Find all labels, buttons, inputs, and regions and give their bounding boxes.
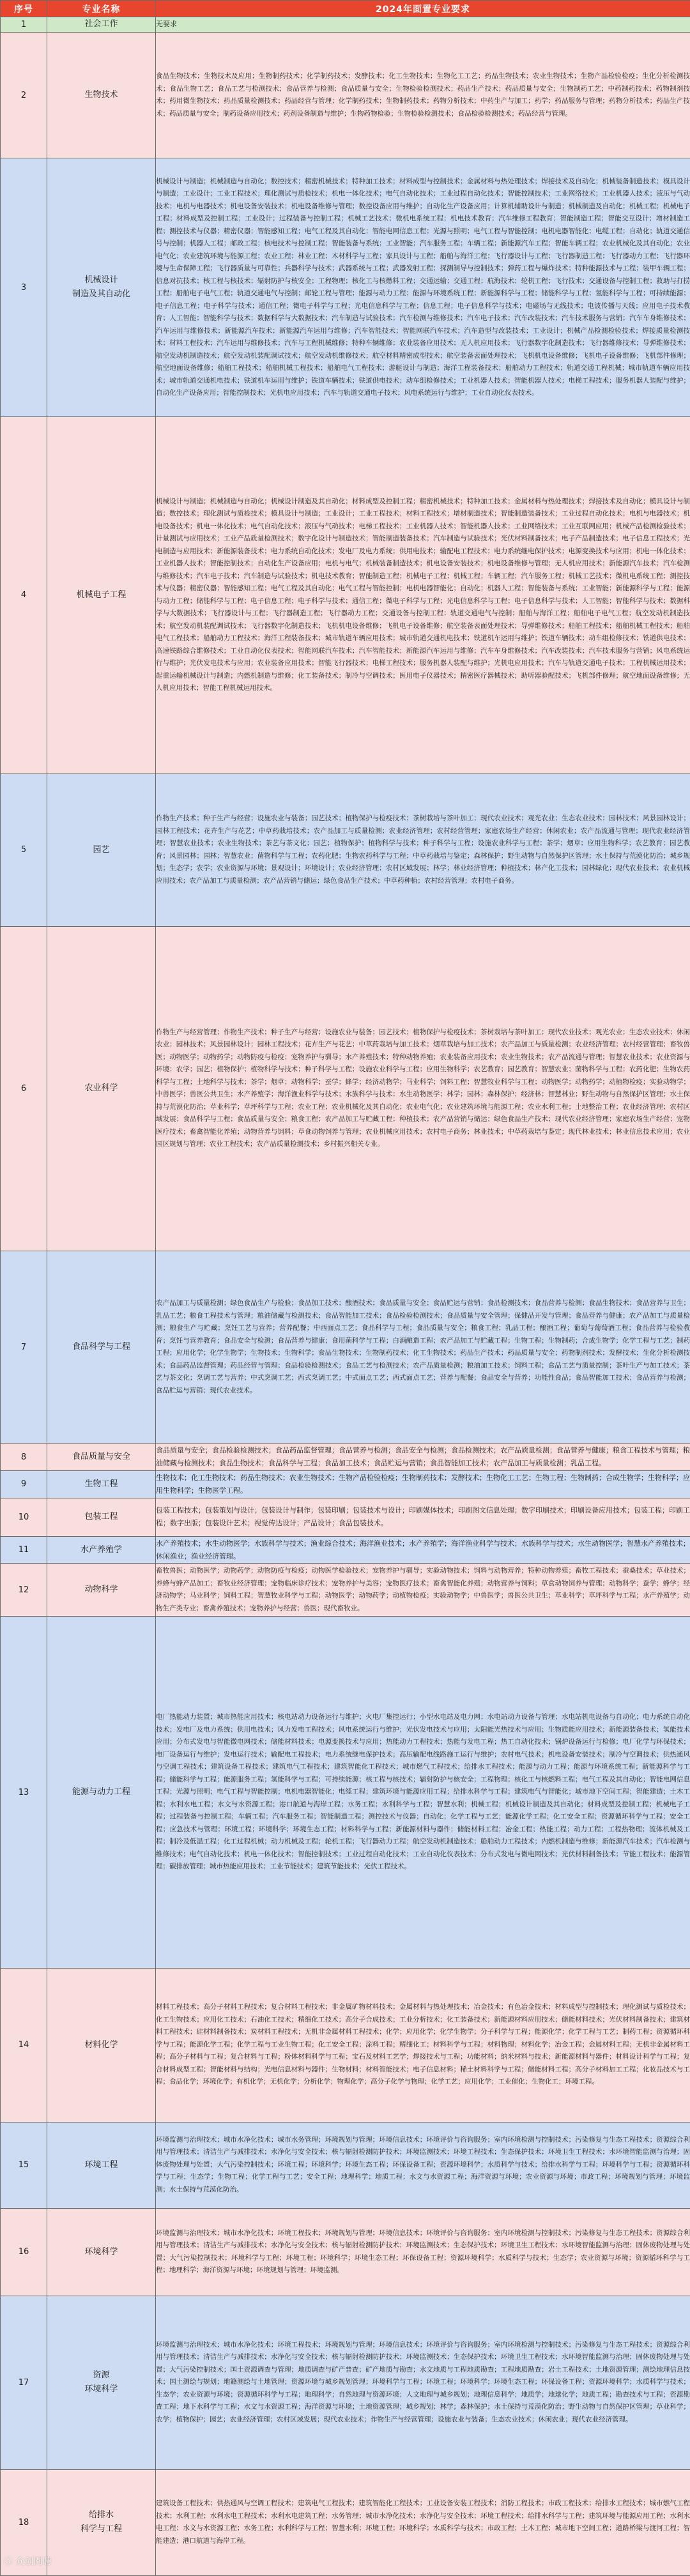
requirement-text: 环境监测与治理技术；城市水净化技术；城市水务管理；环境规划与管理；环境信息技术；环境评价与咨询服务；室内环境检测与控制技术；污染修复与生态工程技术；资源综合利用与管理技术；清洁生产与减排技术；水净化与安全技术；核与辐射检测防护技术；环境监测技术；环境工程技术；生态保护技术；环境卫生工程技术；水环境智能监测与治理；固体废物处理与处置；大气污染控制技术；环境工程；环境科学；环境生态工程；环保设备工程；资源环境科学；水质科学与技术；给排水科学与工程；环境科学与工程；资源循环科学与工程；生态学；生物工程；化学工程与工艺；安全工程；地理科学；地质工程；水文与水资源工程；海洋资源与环境；农业资源与环境；市政工程；环境规划与管理；环境监测；水土保持与荒漠化防治。 xyxy=(156,2122,690,2208)
requirement-text: 建筑设备工程技术；供热通风与空调工程技术；建筑电气工程技术；建筑智能化工程技术；工业设备安装工程技术；消防工程技术；市政工程技术；给排水工程技术；城市燃气工程技术；水利工程；水利水电工程技术；水利水电建筑工程；水务管理；城市水净化技术；水净化与安全技术；环境工程技术；给排水科学与工程；建筑环境与能源应用工程；水利水电工程；水文与水资源工程；水务工程；水利科学与工程；智慧水利；环境工程；环境科学；水质科学与技术；市政工程；土木工程；城市地下空间工程；道路桥梁与渡河工程；智能建造；港口航道与海岸工程。 xyxy=(156,2469,690,2575)
table-row xyxy=(1,2469,690,2575)
major-name: 环境科学 xyxy=(47,2208,156,2296)
row-index: 6 xyxy=(1,926,47,1251)
table-row xyxy=(1,17,690,33)
row-index: 9 xyxy=(1,1471,47,1498)
row-index: 7 xyxy=(1,1251,47,1444)
requirement-text: 畜牧兽医；动物医学；动物药学；动物防疫与检疫；动物医学检验技术；宠物养护与驯导；实验动物技术；饲料与动物营养；特种动物养殖；畜牧工程技术；蚕桑技术；草业技术；养蜂与蜂产品加工；畜牧业经济管理；宠物临床诊疗技术；宠物养护与美容；宠物医疗技术；畜禽智能化养殖；动物营养与饲料；草食动物饲养与管理；动物科学；蚕学；蜂学；经济动物学；马业科学；饲料工程；智慧牧业科学与工程；动物医学；动物药学；动植物检疫；实验动物学；中兽医学；兽医公共卫生；草业科学；草坪科学与工程；水产养殖学；动物生产类专业；畜禽养殖技术；宠物养护与经营；兽医；现代畜牧业。 xyxy=(156,1564,690,1617)
major-name: 食品科学与工程 xyxy=(47,1251,156,1444)
table-row xyxy=(1,1564,690,1617)
row-index: 13 xyxy=(1,1617,47,1968)
major-name: 能源与动力工程 xyxy=(47,1617,156,1968)
requirement-text: 包装工程技术；包装策划与设计；包装设计与制作；包装印刷；包装技术与设计；印刷媒体技术；印刷图文信息处理；数字印刷技术；印刷设备应用技术；包装工程；印刷工程；数字出版；包装设计艺术；视觉传达设计；产品设计；食品包装技术。 xyxy=(156,1498,690,1536)
major-name: 资源 环境科学 xyxy=(47,2296,156,2469)
row-index: 5 xyxy=(1,774,47,926)
table-row xyxy=(1,32,690,158)
requirement-text: 作物生产与经营管理；作物生产技术；种子生产与经营；设施农业与装备；园艺技术；植物保护与检疫技术；茶树栽培与茶叶加工；现代农业技术；观光农业；生态农业技术；休闲农业；园林技术；风景园林设计；园林工程技术；花卉生产与花艺；中草药栽培与加工技术；烟草栽培与加工技术；农产品加工与质量检测；农业经济管理；农村经营管理；畜牧兽医；动物医学；动物药学；动物防疫与检疫；宠物养护与驯导；水产养殖技术；特种动物养殖；农业装备应用技术；农业生物技术；农产品流通与管理；智慧农业技术；农业资源与环境；农学；园艺；植物保护；植物科学与技术；种子科学与工程；设施农业科学与工程；应用生物科学；农艺教育；园艺教育；智慧农业；菌物科学与工程；农药化肥；生物农药科学与工程；土地科学与技术；茶学；烟草；动物科学；蚕学；蜂学；经济动物学；马业科学；饲料工程；智慧牧业科学与工程；动物医学；动物药学；动植物检疫；实验动物学；中兽医学；兽医公共卫生；水产养殖学；海洋渔业科学与技术；水族科学与技术；水生动物医学；林学；园林；森林保护；经济林；智慧林业；野生动物与自然保护区管理；水土保持与荒漠化防治；草业科学；草坪科学与工程；农业工程；农业机械化及其自动化；农业电气化；农业建筑环境与能源工程；农业水利工程；土地整治工程；农业经济管理；农村区域发展；食品科学与工程；食品质量与安全；粮食工程；农产品加工与贮藏工程；种植技术；农产品营销与储运；绿色食品生产技术；现代农业经济管理；家庭农场生产经营；宠物医疗技术；畜禽智能化养殖；动物营养与饲料；草食动物饲养与管理；农业机械应用技术；农村电子商务；林业技术；中草药栽培与鉴定；现代林业技术；林业信息技术应用；农业园区规划与管理；农业工程技术；农产品质量检测技术；乡村振兴相关专业。 xyxy=(156,926,690,1251)
row-index: 4 xyxy=(1,417,47,774)
requirement-text: 无要求 xyxy=(156,17,690,33)
major-name: 材料化学 xyxy=(47,1968,156,2122)
row-index: 1 xyxy=(1,17,47,33)
major-name: 给排水 科学与工程 xyxy=(47,2469,156,2575)
row-index: 18 xyxy=(1,2469,47,2575)
header-row xyxy=(1,1,690,17)
major-name: 环境工程 xyxy=(47,2122,156,2208)
header-index: 序号 xyxy=(1,1,47,17)
row-index: 3 xyxy=(1,158,47,417)
requirement-text: 机械设计与制造；机械制造与自动化；机械设计制造及其自动化；材料成型及控制工程；精密机械技术；特种加工技术；金属材料与热处理技术；焊接技术及自动化；模具设计与制造；数控技术；理化测试与质检技术；模具设计与制造；工业设计；工业工程技术；材料工程技术；增材制造技术；智能制造装备技术；工业过程自动化技术；电机与电器技术；机电设备技术；机电一体化技术；电气自动化技术；液压与气动技术；电梯工程技术；工业机器人技术；智能机器人技术；工业网络技术；工业互联网应用；机械产品检测检验技术；计量测试与应用技术；工业产品质量检测技术；数字化设计与制造技术；智能制造装备技术；汽车制造与试验技术；光伏材料制备技术；电子产品制造技术；电子信息工程技术；光电制造与应用技术；新能源装备技术；电力系统自动化技术；发电厂及电力系统；供用电技术；输配电工程技术；电力系统继电保护技术；电源变换技术与应用；机电一体化技术；工业机器人技术；智能控制技术；自动化生产设备应用；电机与电气；机械装备制造技术；机电设备安装技术；机电设备维修与管理；无人机应用技术；新能源汽车技术；汽车检测与维修技术；汽车电子技术；汽车制造与试验技术；机电技术教育；智能制造工程；机械电子工程；机械工程；车辆工程；汽车服务工程；机械工艺技术；微机电系统工程；测控技术与仪器；精密仪器；智能感知工程；电气工程及其自动化；电气工程与智能控制；电机电器智能化；自动化；机器人工程；智能装备与系统；工业智能；新能源科学与工程；能源与动力工程；储能科学与工程；电子信息工程；电子科学与技术；通信工程；微电子科学与工程；光电信息科学与工程；电子信息科学与技术；人工智能；智能科学与技术；数据科学与大数据技术；飞行器设计与工程；飞行器制造工程；飞行器动力工程；交通设备与控制工程；轨道交通电气与控制；船舶与海洋工程；船舶电子电气工程；航空发动机制造技术；航空发动机装配调试技术；飞行器数字化制造技术；飞机机电设备维修；飞机电子设备维修；航空装备表面处理技术；导弹维修技术；船舶工程技术；船舶机械工程技术；船舶电气工程技术；船舶动力工程技术；海洋工程装备技术；城市轨道车辆应用技术；城市轨道交通机电技术；铁道机车运用与维护；铁道车辆技术；动车组检修技术；铁道供电技术；高速铁路综合维修技术；工业自动化仪表技术；智能网联汽车技术；汽车智能技术；新能源汽车运用与维修；汽车车身维修技术；汽车改装技术；汽车技术服务与营销；风电系统运行与维护；光伏发电技术与应用；农业装备应用技术；智能飞行器技术；电梯工程技术；服务机器人装配与维护；光机电应用技术；汽车与轨道交通电子技术；工程机械运用技术；起重运输机械设计与制造；内燃机制造与维修；化工装备技术；制冷与空调技术；医用电子仪器技术；精密医疗器械技术；助听器验配技术；飞机部件修理；航空地面设备维修；无人机应用技术；智能工程机械运用技术。 xyxy=(156,417,690,774)
row-index: 15 xyxy=(1,2122,47,2208)
requirement-text: 电厂热能动力装置；城市热能应用技术；核电站动力设备运行与维护；火电厂集控运行；小型水电站及电力网；水电站动力设备与管理；水电站机电设备与自动化；电力系统自动化技术；发电厂及电力系统；供用电技术；风力发电工程技术；风电系统运行与维护；光伏发电技术与应用；太阳能光热技术与应用；生物质能应用技术；新能源装备技术；氢能技术应用；分布式发电与智能微电网技术；储能材料技术；电源变换技术与应用；热能动力工程技术；热能与发电工程；热工自动化技术；锅炉设备运行与检修；电厂化学与环保技术；电厂设备运行与维护；发电运行技术；输配电工程技术；电力系统继电保护技术；高压输配电线路施工运行与维护；农村电气技术；机电设备安装技术；制冷与空调技术；供热通风与空调工程技术；建筑设备工程技术；建筑电气工程技术；建筑智能化工程技术；城市燃气工程技术；给排水工程技术；能源与动力工程；能源与环境系统工程；新能源科学与工程；储能科学与工程；能源服务工程；氢能科学与工程；可持续能源；核工程与核技术；辐射防护与核安全；工程物理；核化工与核燃料工程；电气工程及其自动化；智能电网信息工程；光源与照明；电气工程与智能控制；电机电器智能化；电缆工程；建筑环境与能源应用工程；给排水科学与工程；建筑电气与智能化；城市地下空间工程；智能建造；土木工程；水利水电工程；水文与水资源工程；港口航道与海岸工程；水务工程；水利科学与工程；智慧水利；机械工程；机械设计制造及其自动化；材料成型及控制工程；机械电子工程；过程装备与控制工程；车辆工程；汽车服务工程；智能制造工程；测控技术与仪器；自动化；化学工程与工艺；能源化学工程；化工安全工程；资源循环科学与工程；安全工程；应急技术与管理；环境工程；环境科学；环境生态工程；材料科学与工程；新能源材料与器件；储能材料工程；冶金工程；热能工程；动力工程；工程热物理；流体机械及工程；制冷及低温工程；化工过程机械；动力机械及工程；轮机工程；飞行器动力工程；航空发动机制造技术；船舶动力工程技术；内燃机制造与维修；新能源汽车技术；汽车检测与维修技术；电气自动化技术；机电一体化技术；智能控制技术；工业过程自动化技术；工业自动化仪表技术；分布式发电与微电网技术；光伏材料制备技术；节能工程技术；能源管理；碳排放管理；城市热能应用技术；工业节能技术；建筑节能技术；光伏工程技术。 xyxy=(156,1617,690,1968)
header-major: 专业名称 xyxy=(47,1,156,17)
requirement-text: 作物生产技术；种子生产与经营；设施农业与装备；园艺技术；植物保护与检疫技术；茶树栽培与茶叶加工；现代农业技术；观光农业；生态农业技术；园林技术；风景园林设计；园林工程技术；花卉生产与花艺；中草药栽培技术；农产品加工与质量检测；农业经济管理；农村经营管理；家庭农场生产经营；休闲农业；农产品流通与管理；现代农业经济管理；智慧农业技术；农业生物技术；茶艺与茶文化；园艺；植物保护；植物科学与技术；种子科学与工程；设施农业科学与工程；茶学；烟草；应用生物科学；农艺教育；园艺教育；风景园林；园林；智慧农业；菌物科学与工程；农药化肥；生物农药科学与工程；中草药栽培与鉴定；森林保护；野生动物与自然保护区管理；水土保持与荒漠化防治；城乡规划；生态学；农学；农业资源与环境；景观设计；环境设计；农业经济管理；农村区域发展；林学；林业经济管理；种植技术；林产化工技术；园林绿化；现代农业技术；农业机械应用技术；农产品加工与质量检测；农产品营销与储运；绿色食品生产技术；中草药种植；农村经营管理；农村电子商务。 xyxy=(156,774,690,926)
row-index: 8 xyxy=(1,1444,47,1471)
major-name: 农业科学 xyxy=(47,926,156,1251)
major-name: 生物技术 xyxy=(47,32,156,158)
table-row xyxy=(1,417,690,774)
table-row xyxy=(1,158,690,417)
row-index: 17 xyxy=(1,2296,47,2469)
row-index: 16 xyxy=(1,2208,47,2296)
watermark: Ⓐ 众创网聘 xyxy=(4,2557,52,2567)
requirement-text: 食品生物技术；生物技术及应用；生物制药技术；化学制药技术；发酵技术；化工生物技术；生物化工工艺；药品生物技术；农业生物技术；生物产品检验检疫；生化分析检测技术；食品生物工艺；食品工艺与检测技术；食品营养与检测；食品质量与安全；生物检验检测技术；药品生产技术；药品质量与安全；生物制药工艺；中药制药技术；药物制剂技术；药用微生物技术；药品质量检测技术；药品经营与管理；化学制药技术；生物制药技术；药物分析技术；中药生产与加工；药学；药品服务与管理；药物分析技术；药品生产技术；药品质量与安全；制药设备应用技术；药剂设备制造与维护；生物药物检验；生物检验检测技术；食品检验检测技术；药品经营与管理。 xyxy=(156,32,690,158)
row-index: 11 xyxy=(1,1536,47,1564)
table-row xyxy=(1,926,690,1251)
major-name: 社会工作 xyxy=(47,17,156,33)
major-name: 机械设计 制造及其自动化 xyxy=(47,158,156,417)
major-name: 动物科学 xyxy=(47,1564,156,1617)
major-name: 机械电子工程 xyxy=(47,417,156,774)
requirement-text: 机械设计与制造；机械制造与自动化；数控技术；精密机械技术；特种加工技术；材料成型与控制技术；金属材料与热处理技术；焊接技术及自动化；机械装备制造技术；模具设计与制造；工业设计；工业工程技术；理化测试与质检技术；机电一体化技术；电气自动化技术；工业过程自动化技术；智能控制技术；工业网络技术；工业机器人技术；液压与气动技术；电机与电器技术；机电设备安装技术；机电设备维修与管理；数控设备应用与维护；自动化生产设备应用；计算机辅助设计与制造；机械制造及自动化；机械工程；机械电子工程；材料成型及控制工程；工业设计；过程装备与控制工程；机械工艺技术；微机电系统工程；机电技术教育；汽车维修工程教育；智能制造工程；智能交互设计；增材制造工程；测控技术与仪器；精密仪器；智能感知工程；电气工程及其自动化；智能电网信息工程；光源与照明；电气工程与智能控制；电机电器智能化；电缆工程；自动化；轨道交通信号与控制；机器人工程；邮政工程；核电技术与控制工程；智能装备与系统；工业智能；汽车服务工程；车辆工程；新能源汽车工程；智能车辆工程；农业机械化及其自动化；农业电气化；农业建筑环境与能源工程；农业工程；林业工程；木材科学与工程；家具设计与工程；船舶与海洋工程；飞行器设计与工程；飞行器制造工程；飞行器动力工程；飞行器环境与生命保障工程；飞行器质量与可靠性；兵器科学与技术；武器系统与工程；武器发射工程；探测制导与控制技术；弹药工程与爆炸技术；特种能源技术与工程；装甲车辆工程；信息对抗技术；核工程与核技术；辐射防护与核安全；工程物理；核化工与核燃料工程；交通运输；交通工程；航海技术；轮机工程；飞行技术；交通设备与控制工程；救助与打捞工程；船舶电子电气工程；轨道交通电气与控制；邮轮工程与管理；能源与动力工程；能源与环境系统工程；新能源科学与工程；储能科学与工程；氢能科学与工程；可持续能源；电子信息工程；电子科学与技术；通信工程；微电子科学与工程；光电信息科学与工程；信息工程；电子信息科学与技术；电磁场与无线技术；电波传播与天线；应用电子技术教育；人工智能；智能科学与技术；数据科学与大数据技术；汽车制造与试验技术；汽车检测与维修技术；汽车电子技术；汽车改装技术；汽车技术服务与营销；汽车车身维修技术；汽车运用与维修技术；新能源汽车技术；新能源汽车运用与维修；汽车智能技术；智能网联汽车技术；汽车造型与改装技术；工业设计；机械产品检测检验技术；焊接质量检测技术；材料工程技术；汽车运用与维修技术；汽车与工程机械维修；特种车辆维修；农业装备应用技术；无人机应用技术；飞行器数字化制造技术；飞行器维修技术；导弹维修技术；航空发动机制造技术；航空发动机装配调试技术；航空发动机维修技术；航空材料精密成型技术；航空装备表面处理技术；飞机机电设备维修；飞机电子设备维修；飞机部件修理；航空地面设备维修；船舶工程技术；船舶机械工程技术；船舶电气工程技术；游艇设计与制造；海洋工程装备技术；船舶动力工程技术；轨道交通工程机械；城市轨道车辆应用技术；城市轨道交通机电技术；铁道机车运用与维护；铁道车辆技术；铁道供电技术；动车组检修技术；工业机器人技术；智能机器人技术；电梯工程技术；服务机器人装配与维护；自动化生产设备应用；智能控制技术；光机电应用技术；汽车与轨道交通电子技术；风电系统运行与维护；工业自动化仪表技术。 xyxy=(156,158,690,417)
table-row xyxy=(1,2122,690,2208)
row-index: 14 xyxy=(1,1968,47,2122)
table-row xyxy=(1,1536,690,1564)
requirement-text: 食品质量与安全；食品检验检测技术；食品药品监督管理；食品营养与检测；食品安全与检测；食品检测技术；农产品质量检测；食品营养与健康；粮食工程技术与管理；粮油储藏与检测技术；食品生物技术；食品科学与工程；食品加工技术；食品贮运与营销；食品智能加工技术；农产品加工与质量检测；乳品工程。 xyxy=(156,1444,690,1471)
table-row xyxy=(1,2208,690,2296)
table-row xyxy=(1,2296,690,2469)
table-row xyxy=(1,1498,690,1536)
table-row xyxy=(1,1617,690,1968)
requirement-text: 生物技术；化工生物技术；药品生物技术；农业生物技术；生物产品检验检疫；生物制药技术；发酵技术；生物化工工艺；生物工程；生物制药；合成生物学；生物科学；应用生物科学；生物医学工程。 xyxy=(156,1471,690,1498)
major-name: 园艺 xyxy=(47,774,156,926)
requirement-text: 环境监测与治理技术；城市水净化技术；环境工程技术；环境规划与管理；环境信息技术；环境评价与咨询服务；室内环境检测与控制技术；污染修复与生态工程技术；资源综合利用与管理技术；清洁生产与减排技术；水净化与安全技术；核与辐射检测防护技术；环境监测技术；生态保护技术；环境卫生工程技术；水环境智能监测与治理；固体废物处理与处置；大气污染控制技术；环境科学与工程；环境工程；环境科学；环境生态工程；环保设备工程；资源环境科学；水质科学与技术；生态学；农业资源与环境；资源循环科学与工程；地理科学；海洋资源与环境；环境规划与管理；环境监测。 xyxy=(156,2208,690,2296)
table-row xyxy=(1,1251,690,1444)
requirement-text: 环境监测与治理技术；城市水净化技术；环境工程技术；环境规划与管理；环境信息技术；环境评价与咨询服务；室内环境检测与控制技术；污染修复与生态工程技术；资源综合利用与管理技术；清洁生产与减排技术；水净化与安全技术；核与辐射检测防护技术；环境监测技术；生态保护技术；环境卫生工程技术；水环境智能监测与治理；固体废物处理与处置；大气污染控制技术；国土资源调查与管理；地质调查与矿产普查；矿产地质与勘查；水文地质与工程地质勘查；工程地质勘查；岩土工程技术；土地资源管理；测绘地理信息技术；国土测绘与规划；地籍测绘与土地管理；资源环境与城乡规划管理；环境科学与工程；环境工程；环境科学；环境生态工程；环保设备工程；资源环境科学；水质科学与技术；生态学；农业资源与环境；资源循环科学与工程；地理科学；自然地理与资源环境；人文地理与城乡规划；地理信息科学；地质学；地球化学；地质工程；勘查技术与工程；资源勘查工程；地下水科学与工程；水文与水资源工程；海洋资源与环境；土地资源管理；城乡规划；林学；森林保护；水土保持与荒漠化防治；野生动物与自然保护区管理；草业科学；农学；植物保护；园艺；农业经济管理；农村区域发展；现代农业技术；作物生产与经营管理；设施农业与装备；生态农业技术；休闲农业；现代农业经济管理。 xyxy=(156,2296,690,2469)
requirement-text: 材料工程技术；高分子材料工程技术；复合材料工程技术；非金属矿物材料技术；金属材料与热处理技术；冶金技术；有色冶金技术；材料成型与控制技术；理化测试与质检技术；化工生物技术；应用化工技术；石油化工技术；精细化工技术；高分子合成技术；工业分析技术；化工装备技术；新能源材料应用技术；储能材料技术；光伏材料制备技术；建筑材料工程技术；硅材料制备技术；炭材料工程技术；无机非金属材料工程技术；化学；应用化学；化学生物学；分子科学与工程；能源化学；化学工程与工艺；制药工程；资源循环科学与工程；能源化学工程；化学工程与工业生物工程；化工安全工程；涂料工程；精细化工；材料科学与工程；材料物理；材料化学；冶金工程；金属材料工程；无机非金属材料工程；高分子材料与工程；复合材料与工程；粉体材料科学与工程；宝石及材料工艺学；焊接技术与工程；功能材料；纳米材料与技术；新能源材料与器件；材料设计科学与工程；复合材料成型工程；智能材料与结构；光电信息材料与器件；生物材料；材料智能技术；电子信息材料；稀土材料科学与工程；储能材料工程；高分子材料加工工程；化妆品技术与工程；食品化学；环境化学；有机化学；无机化学；分析化学；物理化学；高分子化学与物理；化学工艺；应用化学；工业催化；生物化工；环境工程。 xyxy=(156,1968,690,2122)
major-name: 食品质量与安全 xyxy=(47,1444,156,1471)
row-index: 10 xyxy=(1,1498,47,1536)
table-row xyxy=(1,1444,690,1471)
table-row xyxy=(1,1471,690,1498)
row-index: 2 xyxy=(1,32,47,158)
header-requirement: 2024年面置专业要求 xyxy=(156,1,690,17)
table-row xyxy=(1,1968,690,2122)
major-name: 包装工程 xyxy=(47,1498,156,1536)
requirement-text: 水产养殖技术；水生动物医学；水族科学与技术；渔业综合技术；海洋渔业技术；水产养殖学；海洋渔业科学与技术；水族科学与技术；水生动物医学；智慧水产养殖技术；休闲渔业；渔业经济管理。 xyxy=(156,1536,690,1564)
major-name: 生物工程 xyxy=(47,1471,156,1498)
major-name: 水产养殖学 xyxy=(47,1536,156,1564)
row-index: 12 xyxy=(1,1564,47,1617)
requirement-text: 农产品加工与质量检测；绿色食品生产与检验；食品加工技术；酿酒技术；食品质量与安全；食品贮运与营销；食品检测技术；食品营养与检测；食品生物技术；食品营养与卫生；乳品工艺；粮食工程技术与管理；粮油储藏与检测技术；食品智能加工技术；食品检验检测技术；食品质量与安全管理；保健品开发与管理；食品营养与健康；农产品加工与质量检测；粮食生产与贮藏；烹饪工艺与营养；营养配餐；中西面点工艺；食品科学与工程；食品质量与安全；粮食工程；乳品工程；酿酒工程；葡萄与葡萄酒工程；食品营养与检验教育；烹饪与营养教育；食品安全与检测；食品营养与健康；食用菌科学与工程；白酒酿造工程；农产品加工与贮藏工程；生物工程；生物制药；合成生物学；化学工程与工艺；制药工程；应用化学；化学生物学；生物技术；生物科学；食品生物技术；生物制药技术；化工生物技术；药品生产技术；药品质量与安全；药物制剂技术；发酵技术；生化分析检测技术；食品药品监督管理；药品经营与管理；食品检验检测技术；食品工艺与检测技术；农产品质量检测；粮油加工技术；饲料工程；食品工艺与质量控制；茶叶生产与加工技术；茶艺与茶文化；烹调工艺与营养；中式烹调工艺；西式烹调工艺；中式面点工艺；西式面点工艺；营养与配餐；食品安全与营养；功能性食品；食品智能加工技术；食品营养与检测；食品贮运与营销；现代农业技术。 xyxy=(156,1251,690,1444)
table-row xyxy=(1,774,690,926)
